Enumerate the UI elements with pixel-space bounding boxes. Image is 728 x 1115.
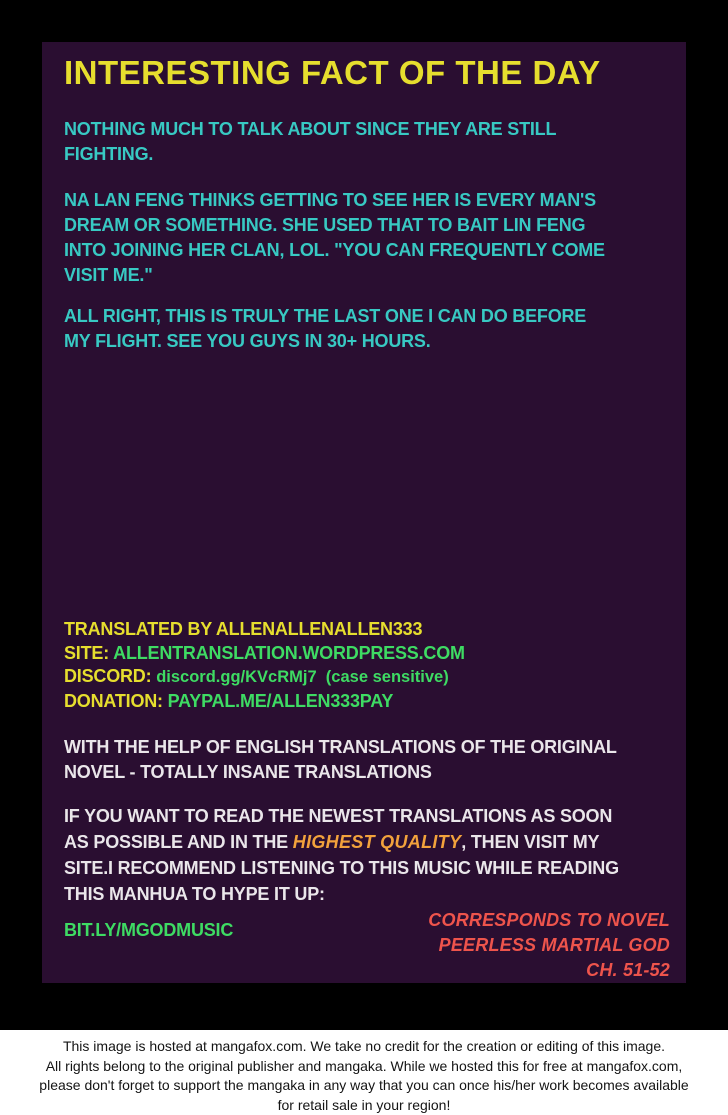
translator-note-panel	[42, 42, 686, 983]
note-line	[64, 829, 619, 855]
note-segment: AS POSSIBLE AND IN THE	[64, 832, 293, 852]
note-line: THIS MANHUA TO HYPE IT UP:	[64, 884, 325, 904]
note-segment: , THEN VISIT MY	[461, 832, 600, 852]
discord-credit	[64, 665, 465, 690]
note-line: FIGHTING.	[64, 144, 154, 164]
donation-link: PAYPAL.ME/ALLEN333PAY	[167, 690, 394, 711]
novel-reference	[428, 908, 670, 983]
reference-line: CORRESPONDS TO NOVEL	[428, 910, 670, 930]
note-line: IF YOU WANT TO READ THE NEWEST TRANSLATIONS AS SOON	[64, 806, 613, 826]
page-title: INTERESTING FACT OF THE DAY	[64, 54, 601, 91]
note-line: MY FLIGHT. SEE YOU GUYS IN 30+ HOURS.	[64, 331, 431, 351]
music-link-block	[64, 918, 233, 943]
disclaimer-line: for retail sale in your region!	[277, 1096, 451, 1113]
note-line: VISIT ME."	[64, 265, 153, 285]
donation-label: DONATION:	[64, 690, 168, 711]
disclaimer-line: This image is hosted at mangafox.com. We take no credit for the creation or editing of this image.	[62, 1038, 666, 1054]
note-paragraph-2	[64, 188, 605, 288]
note-line: NOTHING MUCH TO TALK ABOUT SINCE THEY ARE STILL	[64, 119, 557, 139]
host-disclaimer	[0, 1030, 728, 1115]
discord-label: DISCORD:	[64, 666, 157, 686]
note-line: SITE.I RECOMMEND LISTENING TO THIS MUSIC WHILE READING	[64, 858, 619, 878]
note-paragraph-1	[64, 117, 556, 167]
highlight-text: HIGHEST QUALITY	[292, 832, 462, 852]
site-credit	[64, 642, 465, 666]
help-note	[64, 735, 617, 785]
note-line: DREAM OR SOMETHING. SHE USED THAT TO BAIT LIN FENG	[64, 215, 586, 235]
note-line: WITH THE HELP OF ENGLISH TRANSLATIONS OF THE ORIGINAL	[64, 737, 617, 757]
music-link: BIT.LY/MGODMUSIC	[64, 920, 234, 940]
note-line: INTO JOINING HER CLAN, LOL. "YOU CAN FREQUENTLY COME	[64, 240, 605, 260]
note-paragraph-3	[64, 304, 586, 354]
disclaimer-line: All rights belong to the original publisher and mangaka. While we hosted this for free at mangafox.com,	[45, 1057, 683, 1074]
reference-line: CH. 51-52	[586, 960, 670, 980]
note-line: NA LAN FENG THINKS GETTING TO SEE HER IS EVERY MAN'S	[64, 190, 596, 210]
note-line: NOVEL - TOTALLY INSANE TRANSLATIONS	[64, 762, 432, 782]
note-line: ALL RIGHT, THIS IS TRULY THE LAST ONE I CAN DO BEFORE	[64, 306, 587, 326]
donation-credit	[64, 690, 465, 714]
site-label: SITE:	[64, 642, 114, 663]
credits-block	[64, 618, 465, 713]
quality-note	[64, 803, 619, 907]
reference-line: PEERLESS MARTIAL GOD	[438, 935, 670, 955]
discord-link: discord.gg/KVcRMj7 (case sensitive)	[156, 668, 449, 686]
disclaimer-line: please don't forget to support the mangaka in any way that you can once his/her work becomes available	[39, 1077, 689, 1093]
site-link: ALLENTRANSLATION.WORDPRESS.COM	[113, 642, 465, 663]
translated-by-credit: TRANSLATED BY ALLENALLENALLEN333	[64, 619, 423, 639]
